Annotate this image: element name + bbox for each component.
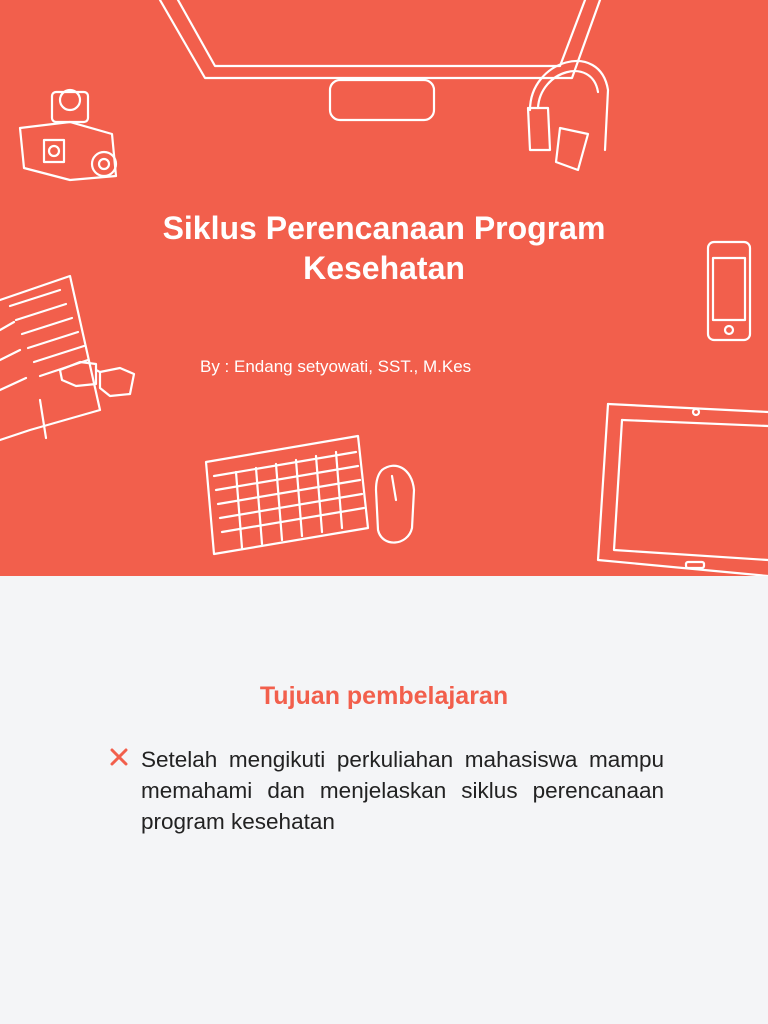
slide-heading: Tujuan pembelajaran (259, 682, 509, 710)
keyboard-icon (206, 436, 368, 554)
smartphone-icon (708, 242, 750, 340)
monitor-icon (160, 0, 600, 120)
title-line-1: Siklus Perencanaan Program (162, 210, 606, 246)
tablet-icon (598, 404, 768, 576)
glasses-icon (60, 362, 134, 396)
title-line-2: Kesehatan (303, 250, 465, 286)
x-mark-icon (108, 746, 130, 768)
bullet-item (108, 744, 664, 837)
notebook-icon (0, 276, 100, 440)
camera-icon (20, 90, 116, 180)
objectives-slide (0, 576, 768, 1024)
author-line: By : Endang setyowati, SST., M.Kes (200, 357, 472, 376)
bullet-text: Setelah mengikuti perkuliahan mahasiswa mampu memahami dan menjelaskan siklus perencanaan program kesehatan (141, 747, 664, 834)
presentation-title (84, 208, 684, 288)
mouse-icon (376, 466, 414, 543)
